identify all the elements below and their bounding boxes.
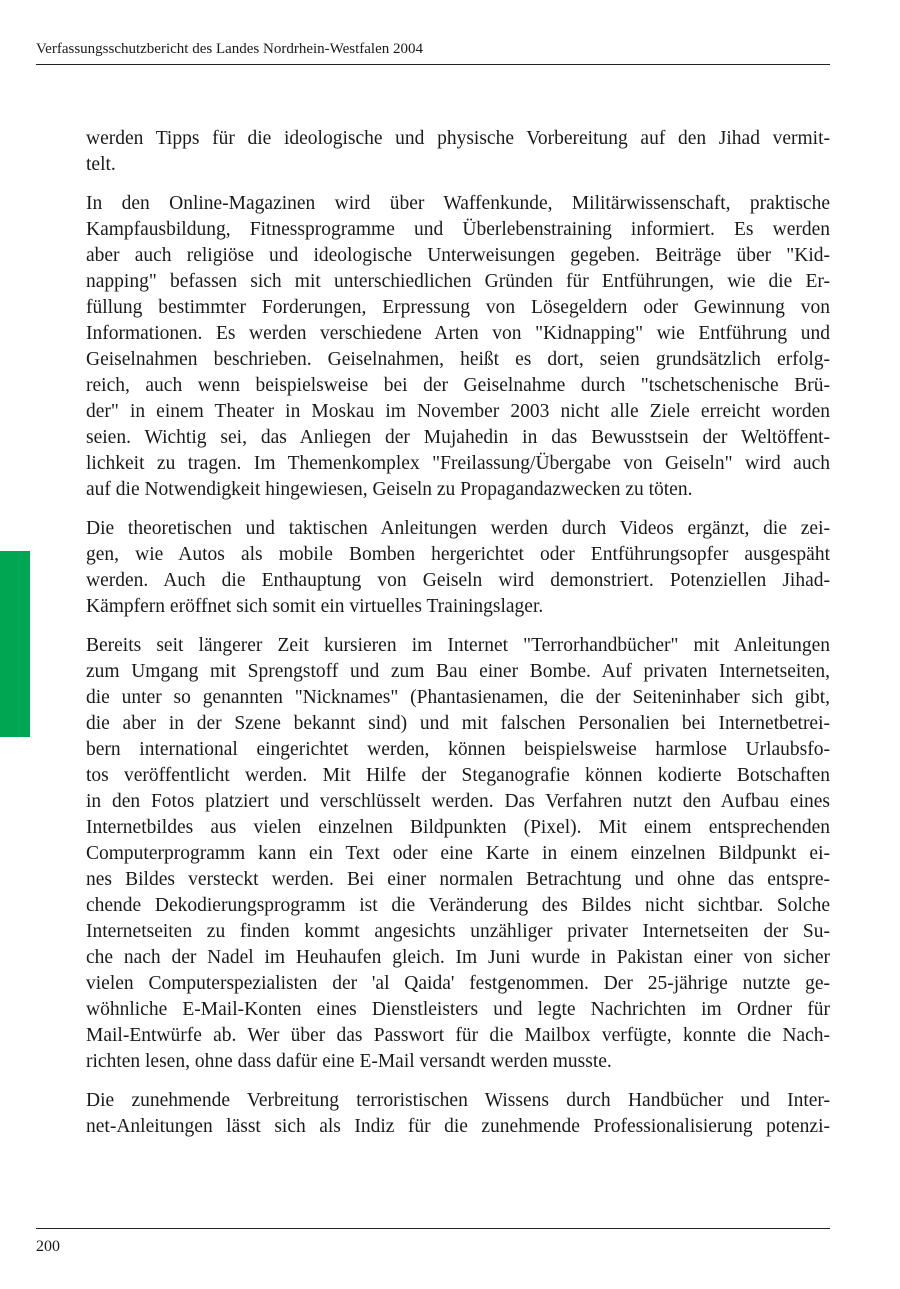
- text-line: nes Bildes versteckt werden. Bei einer normalen Betrachtung und ohne das entspre-: [86, 869, 830, 890]
- text-line: seien. Wichtig sei, das Anliegen der Mujahedin in das Bewusstsein der Weltöffent-: [86, 427, 830, 448]
- text-line: Mail-Entwürfe ab. Wer über das Passwort für die Mailbox verfügte, konnte die Nach-: [86, 1025, 830, 1046]
- text-line: In den Online-Magazinen wird über Waffenkunde, Militärwissenschaft, praktische: [86, 193, 830, 214]
- text-line: zum Umgang mit Sprengstoff und zum Bau einer Bombe. Auf privaten Internetseiten,: [86, 661, 830, 682]
- text-line: lichkeit zu tragen. Im Themenkomplex "Freilassung/Übergabe von Geiseln" wird auch: [86, 453, 830, 474]
- paragraph: [86, 516, 830, 620]
- text-line: werden. Auch die Enthauptung von Geiseln wird demonstriert. Potenziellen Jihad-: [86, 570, 830, 591]
- text-line: che nach der Nadel im Heuhaufen gleich. Im Juni wurde in Pakistan einer von sicher: [86, 947, 830, 968]
- text-line: napping" befassen sich mit unterschiedlichen Gründen für Entführungen, wie die Er-: [86, 271, 830, 292]
- text-line: bern international eingerichtet werden, können beispielsweise harmlose Urlaubsfo-: [86, 739, 830, 760]
- body-text: [86, 126, 830, 1153]
- text-line: telt.: [86, 154, 116, 175]
- text-line: Geiselnahmen beschrieben. Geiselnahmen, heißt es dort, seien grundsätzlich erfolg-: [86, 349, 830, 370]
- text-line: die aber in der Szene bekannt sind) und mit falschen Personalien bei Internetbetrei-: [86, 713, 830, 734]
- text-line: wöhnliche E-Mail-Konten eines Dienstleisters und legte Nachrichten im Ordner für: [86, 999, 830, 1020]
- paragraph: [86, 191, 830, 503]
- footer-rule: [36, 1228, 830, 1229]
- paragraph: [86, 126, 830, 178]
- text-line: Die zunehmende Verbreitung terroristischen Wissens durch Handbücher und Inter-: [86, 1090, 830, 1111]
- text-line: aber auch religiöse und ideologische Unterweisungen gegeben. Beiträge über "Kid-: [86, 245, 830, 266]
- text-line: die unter so genannten "Nicknames" (Phantasienamen, die der Seiteninhaber sich gibt,: [86, 687, 830, 708]
- text-line: in den Fotos platziert und verschlüsselt werden. Das Verfahren nutzt den Aufbau eines: [86, 791, 830, 812]
- page-number: 200: [36, 1238, 60, 1255]
- text-line: füllung bestimmter Forderungen, Erpressung von Lösegeldern oder Gewinnung von: [86, 297, 830, 318]
- text-line: gen, wie Autos als mobile Bomben hergerichtet oder Entführungsopfer ausgespäht: [86, 544, 830, 565]
- paragraph: [86, 1088, 830, 1140]
- text-line: Bereits seit längerer Zeit kursieren im Internet "Terrorhandbücher" mit Anleitungen: [86, 635, 830, 656]
- text-line: Informationen. Es werden verschiedene Arten von "Kidnapping" wie Entführung und: [86, 323, 830, 344]
- text-line: auf die Notwendigkeit hingewiesen, Geiseln zu Propagandazwecken zu töten.: [86, 479, 693, 500]
- text-line: Kämpfern eröffnet sich somit ein virtuelles Trainingslager.: [86, 596, 544, 617]
- header-title: Verfassungsschutzbericht des Landes Nordrhein-Westfalen 2004: [36, 41, 424, 57]
- text-line: tos veröffentlicht werden. Mit Hilfe der Steganografie können kodierte Botschaften: [86, 765, 830, 786]
- chapter-marker-tab: [0, 551, 30, 737]
- text-line: net-Anleitungen lässt sich als Indiz für die zunehmende Professionalisierung potenzi-: [86, 1116, 830, 1137]
- text-line: Internetseiten zu finden kommt angesichts unzähliger privater Internetseiten der Su-: [86, 921, 830, 942]
- running-header: [36, 38, 830, 65]
- text-line: reich, auch wenn beispielsweise bei der Geiselnahme durch "tschetschenische Brü-: [86, 375, 830, 396]
- text-line: Die theoretischen und taktischen Anleitungen werden durch Videos ergänzt, die zei-: [86, 518, 830, 539]
- text-line: richten lesen, ohne dass dafür eine E-Mail versandt werden musste.: [86, 1051, 612, 1072]
- text-line: chende Dekodierungsprogramm ist die Veränderung des Bildes nicht sichtbar. Solche: [86, 895, 830, 916]
- text-line: der" in einem Theater in Moskau im November 2003 nicht alle Ziele erreicht worden: [86, 401, 830, 422]
- text-line: Kampfausbildung, Fitnessprogramme und Überlebenstraining informiert. Es werden: [86, 219, 830, 240]
- text-line: vielen Computerspezialisten der 'al Qaida' festgenommen. Der 25-jährige nutzte ge-: [86, 973, 830, 994]
- text-line: Internetbildes aus vielen einzelnen Bildpunkten (Pixel). Mit einem entsprechenden: [86, 817, 830, 838]
- paragraph: [86, 633, 830, 1075]
- text-line: werden Tipps für die ideologische und physische Vorbereitung auf den Jihad vermit-: [86, 128, 830, 149]
- text-line: Computerprogramm kann ein Text oder eine Karte in einem einzelnen Bildpunkt ei-: [86, 843, 830, 864]
